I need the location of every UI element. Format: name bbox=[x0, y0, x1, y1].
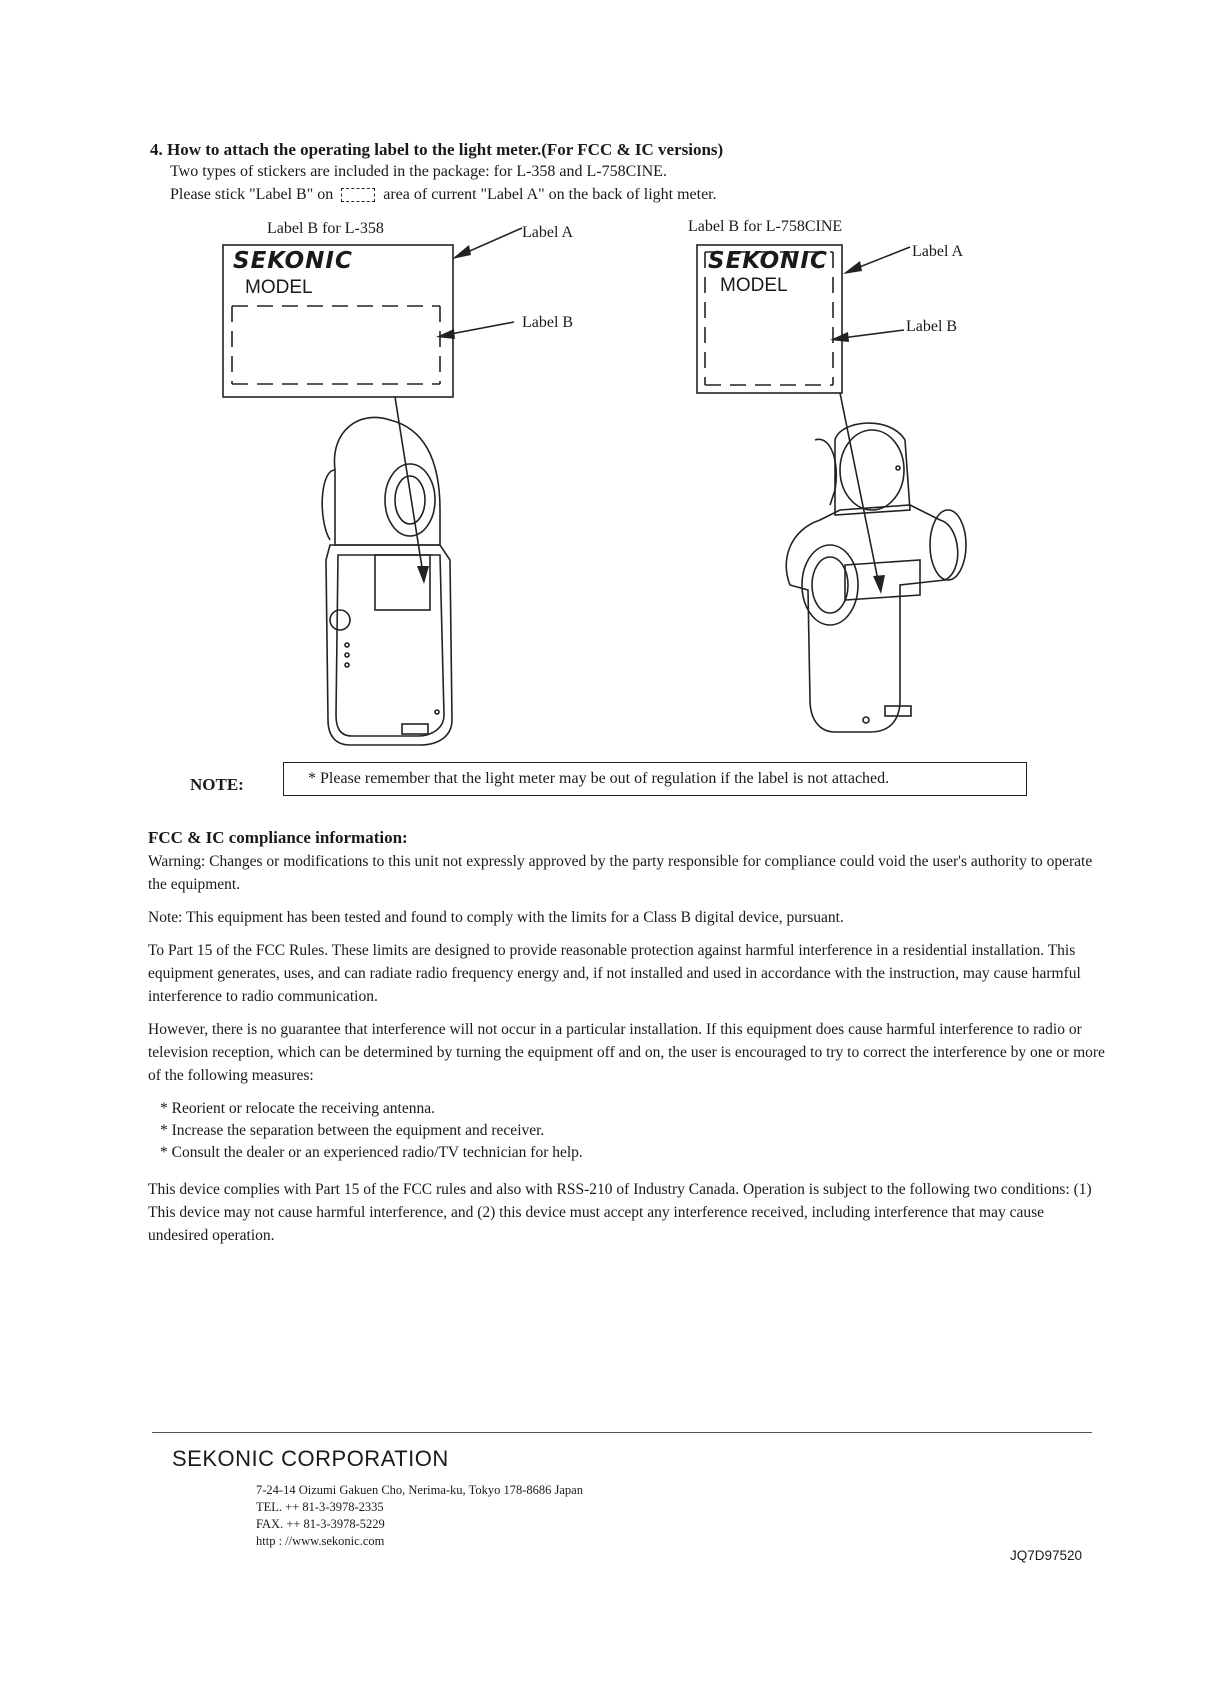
l358-caption: Label B for L-358 bbox=[267, 220, 384, 237]
l758-caption: Label B for L-758CINE bbox=[688, 218, 843, 235]
l358-label-a: Label A bbox=[522, 224, 574, 241]
l358-label-b: Label B bbox=[522, 314, 574, 331]
company-address: 7-24-14 Oizumi Gakuen Cho, Nerima-ku, Tokyo 178-8686 Japan bbox=[256, 1483, 583, 1497]
l358-brand: SEKONIC bbox=[233, 248, 353, 274]
l758-label-b: Label B bbox=[906, 318, 958, 335]
company-name: SEKONIC CORPORATION bbox=[172, 1446, 449, 1471]
l758-model: MODEL bbox=[720, 275, 788, 296]
instruction-line-1: Two types of stickers are included in the package: for L-358 and L-758CINE. bbox=[170, 163, 667, 180]
company-tel: TEL. ++ 81-3-3978-2335 bbox=[256, 1500, 384, 1514]
section-heading: 4. How to attach the operating label to the light meter.(For FCC & IC versions) bbox=[150, 140, 724, 159]
fcc-heading: FCC & IC compliance information: bbox=[148, 828, 408, 847]
company-website: http : //www.sekonic.com bbox=[256, 1534, 385, 1548]
measure-item: * Increase the separation between the equipment and receiver. bbox=[160, 1122, 545, 1139]
note-heading: NOTE: bbox=[190, 775, 244, 794]
l758-label-a: Label A bbox=[912, 243, 964, 260]
measure-item: * Consult the dealer or an experienced radio/TV technician for help. bbox=[160, 1144, 583, 1161]
l358-label-b-dashed-area bbox=[232, 306, 440, 384]
instruction-line-2-end: area of current "Label A" on the back of light meter. bbox=[379, 186, 717, 203]
l358-meter-drawing bbox=[322, 397, 452, 745]
fcc-compliance: This device complies with Part 15 of the FCC rules and also with RSS-210 of Industry Canada. Operation is subject to the following two conditions: (1) This device may not cause harmful interference, and (2) this device must accept any interference received, including interference that may cause undesired operation. bbox=[148, 1181, 1092, 1244]
measure-item: * Reorient or relocate the receiving antenna. bbox=[160, 1100, 435, 1117]
footer-rule bbox=[152, 1432, 1092, 1433]
fcc-part15: To Part 15 of the FCC Rules. These limits are designed to provide reasonable protection against harmful interference in a residential installation. This equipment generates, uses, and can radiate radio frequency energy and, if not installed and used in accordance with the instruction, may cause harmful interference to radio communication. bbox=[148, 942, 1081, 1005]
note-box bbox=[283, 762, 1027, 796]
fcc-warning: Warning: Changes or modifications to this unit not expressly approved by the party responsible for compliance could void the user's authority to operate the equipment. bbox=[148, 853, 1093, 893]
fcc-note: Note: This equipment has been tested and found to comply with the limits for a Class B digital device, pursuant. bbox=[148, 909, 844, 926]
fcc-however: However, there is no guarantee that interference will not occur in a particular installation. If this equipment does cause harmful interference to radio or television reception, which can be determined by turning the equipment off and on, the user is encouraged to try to correct the interference by one or more of the following measures: bbox=[148, 1021, 1105, 1084]
document-code: JQ7D97520 bbox=[1010, 1548, 1083, 1563]
note-text: * Please remember that the light meter may be out of regulation if the label is not attached. bbox=[308, 770, 890, 787]
l358-model: MODEL bbox=[245, 277, 313, 298]
l758-meter-drawing bbox=[786, 393, 966, 732]
company-fax: FAX. ++ 81-3-3978-5229 bbox=[256, 1517, 385, 1531]
l758-brand: SEKONIC bbox=[708, 248, 828, 274]
instruction-line-2-start: Please stick "Label B" on bbox=[170, 186, 338, 203]
